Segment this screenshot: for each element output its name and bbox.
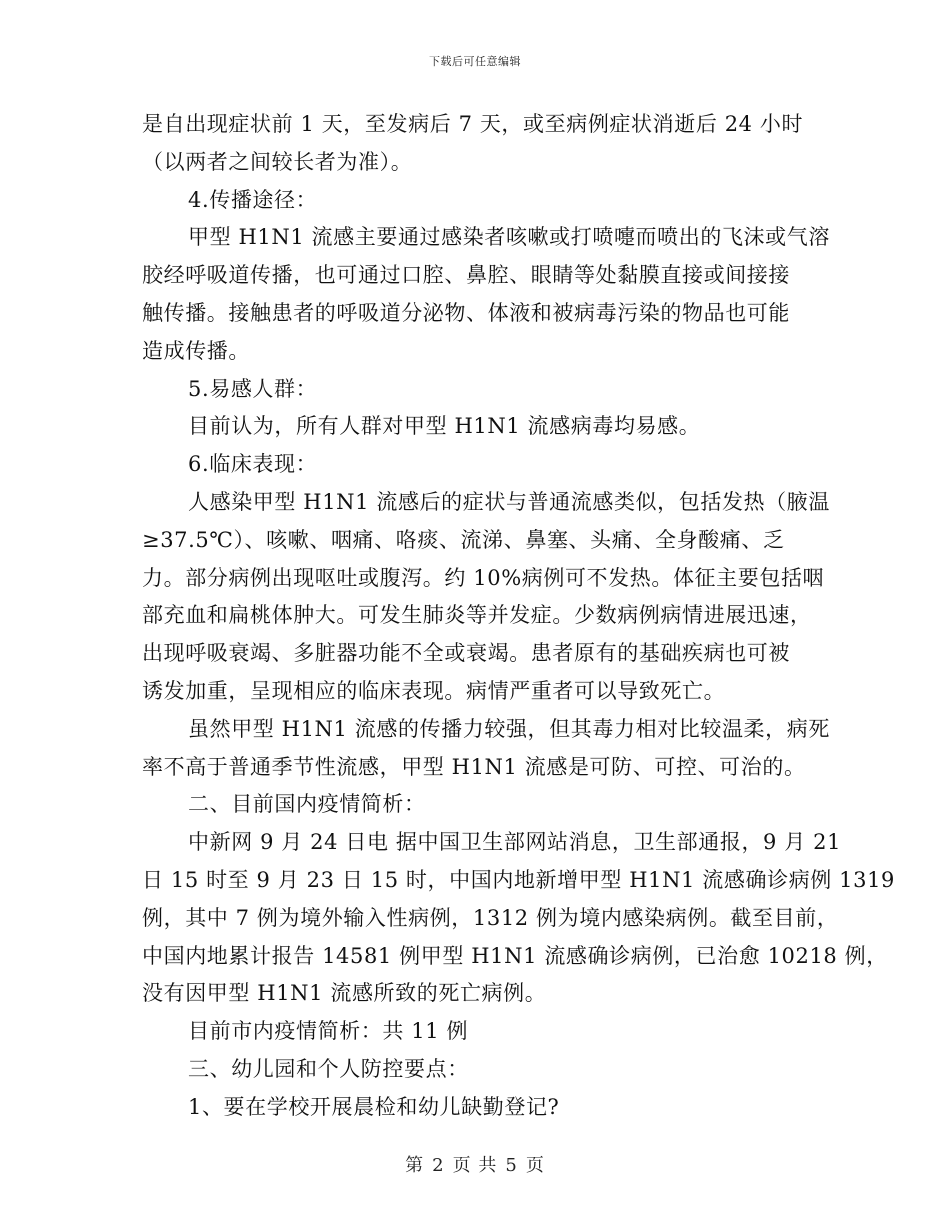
paragraph-line: 甲型 H1N1 流感主要通过感染者咳嗽或打喷嚏而喷出的飞沫或气溶 [188,225,830,250]
paragraph-line: 1、要在学校开展晨检和幼儿缺勤登记? [188,1094,560,1119]
paragraph-line: 例，其中 7 例为境外输入性病例，1312 例为境内感染病例。截至目前， [142,905,839,930]
section-heading: 6.临床表现： [188,452,318,477]
paragraph-line: 诱发加重，呈现相应的临床表现。病情严重者可以导致死亡。 [142,678,726,703]
paragraph-line: 目前市内疫情简析：共 11 例 [188,1019,469,1044]
paragraph-line: 中国内地累计报告 14581 例甲型 H1N1 流感确诊病例，已治愈 10218 例， [142,943,888,968]
page-footer [0,1151,950,1177]
paragraph-line: 造成传播。 [142,338,250,363]
section-heading: 5.易感人群： [188,376,318,401]
paragraph-line: 力。部分病例出现呕吐或腹泻。约 10%病例可不发热。体征主要包括咽 [142,565,825,590]
paragraph-line: 人感染甲型 H1N1 流感后的症状与普通流感类似，包括发热（腋温 [188,489,830,514]
paragraph-line: 日 15 时至 9 月 23 日 15 时，中国内地新增甲型 H1N1 流感确诊病例 1319 [142,867,896,892]
paragraph-line: 出现呼吸衰竭、多脏器功能不全或衰竭。患者原有的基础疾病也可被 [142,641,790,666]
paragraph-line: 是自出现症状前 1 天，至发病后 7 天，或至病例症状消逝后 24 小时 [142,112,804,136]
total-pages-number: 5 [505,1155,518,1176]
section-heading: 二、目前国内疫情简析： [188,792,426,817]
paragraph-line: 中新网 9 月 24 日电 据中国卫生部网站消息，卫生部通报，9 月 21 [188,830,842,855]
document-body [142,106,896,1127]
footer-prefix: 第 [405,1155,425,1176]
page-header: 下载后可任意编辑 [429,55,521,68]
section-heading: 4.传播途径： [188,187,318,212]
paragraph-line: 没有因甲型 H1N1 流感所致的死亡病例。 [142,981,547,1006]
paragraph-line: 率不高于普通季节性流感，甲型 H1N1 流感是可防、可控、可治的。 [142,754,806,779]
footer-mid: 页 共 [452,1155,498,1176]
paragraph-line: 胶经呼吸道传播，也可通过口腔、鼻腔、眼睛等处黏膜直接或间接接 [142,263,790,288]
paragraph-line: 虽然甲型 H1N1 流感的传播力较强，但其毒力相对比较温柔，病死 [188,716,830,741]
paragraph-line: 目前认为，所有人群对甲型 H1N1 流感病毒均易感。 [188,414,701,439]
section-heading: 三、幼儿园和个人防控要点： [188,1056,469,1081]
paragraph-line: （以两者之间较长者为准）。 [142,149,413,174]
paragraph-line: 部充血和扁桃体肿大。可发生肺炎等并发症。少数病例病情进展迅速， [142,603,812,628]
current-page-number: 2 [432,1155,445,1176]
footer-suffix: 页 [525,1155,545,1176]
paragraph-line: 触传播。接触患者的呼吸道分泌物、体液和被病毒污染的物品也可能 [142,300,790,325]
paragraph-line: ≥37.5℃）、咳嗽、咽痛、咯痰、流涕、鼻塞、头痛、全身酸痛、乏 [142,527,785,552]
